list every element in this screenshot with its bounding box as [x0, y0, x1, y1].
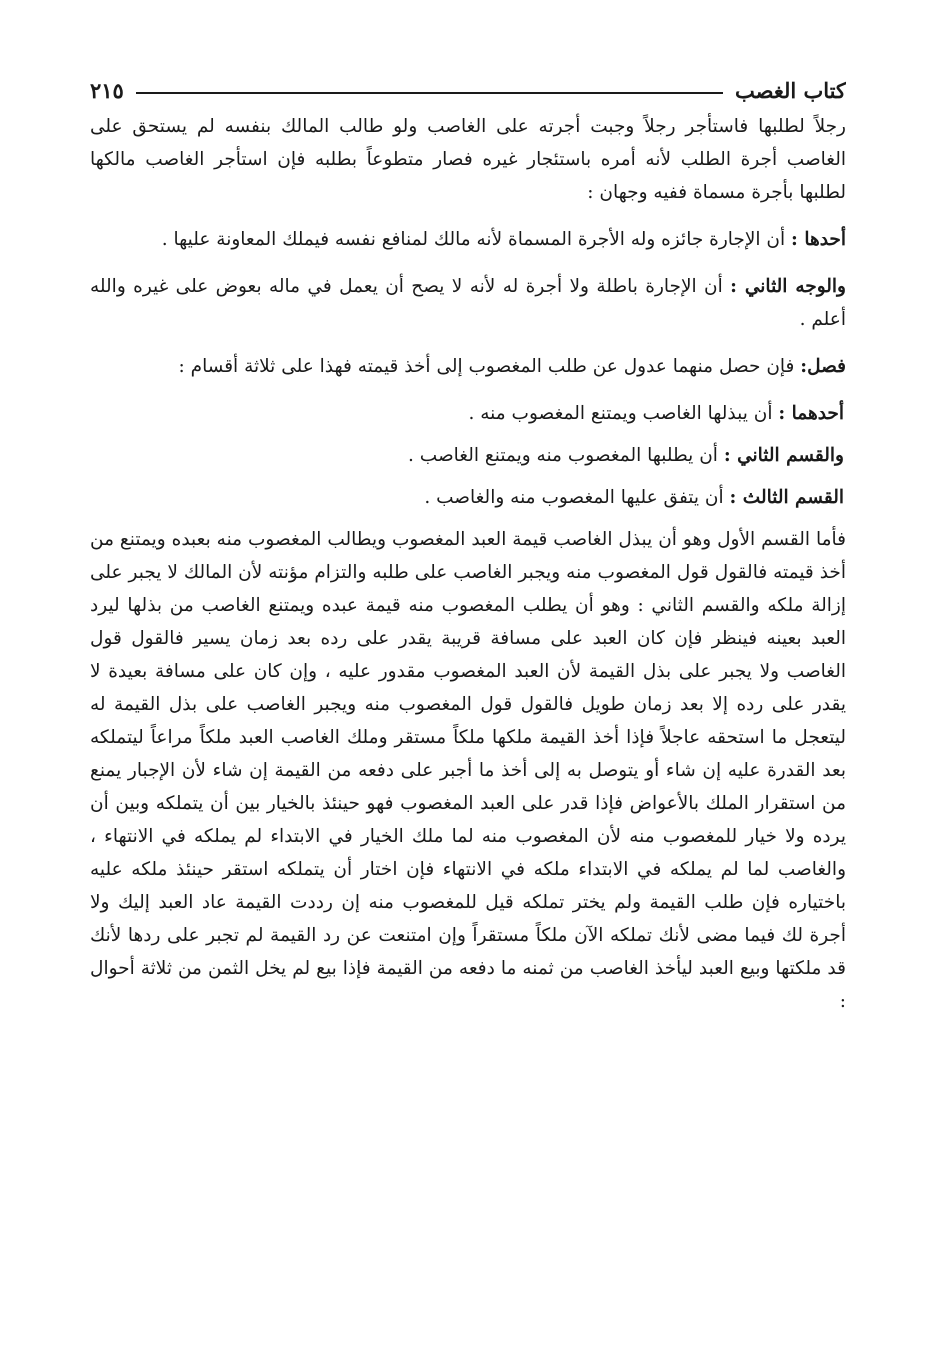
paragraph [90, 270, 846, 336]
paragraph-text: أن الإجارة جائزه وله الأجرة المسماة لأنه مالك لمنافع نفسه فيملك المعاونة عليها . [161, 229, 792, 250]
paragraph-text: رجلاً لطلبها فاستأجر رجلاً وجبت أجرته على الغاصب ولو طالب المالك بنفسه لم يستحق على الغاصب أجرة الطلب لأنه أمره باستئجار غيره فصار متطوعاً بطلبه فإن استأجر الغاصب مالكها لطلبها بأجرة مسماة ففيه وجهان : [90, 116, 846, 203]
list-item-text: أن يبذلها الغاصب ويمتنع المغصوب منه . [468, 403, 779, 424]
paragraph-text: فإن حصل منهما عدول عن طلب المغصوب إلى أخذ قيمته فهذا على ثلاثة أقسام : [178, 356, 801, 377]
list-item-text: أن يطلبها المغصوب منه ويمتنع الغاصب . [408, 445, 724, 466]
page-number: ٢١٥ [90, 77, 124, 103]
list-item [90, 439, 846, 472]
list-item-lead: أحدهما : [778, 403, 844, 424]
list-item-text: أن يتفق عليها المغصوب منه والغاصب . [424, 487, 730, 508]
running-header [90, 70, 846, 110]
paragraph-text: أن الإجارة باطلة ولا أجرة له لأنه لا يصح أن يعمل في ماله بعوض على غيره والله أعلم . [90, 276, 846, 330]
paragraph [90, 350, 846, 383]
section-heading-fasl: فصل: [800, 356, 846, 377]
list-item-lead: القسم الثالث : [729, 487, 844, 508]
paragraph [90, 110, 846, 209]
paragraph-lead: والوجه الثاني : [730, 276, 846, 297]
paragraph-text: فأما القسم الأول وهو أن يبذل الغاصب قيمة العبد المغصوب ويطالب المغصوب منه بعبده ويمتنع من أخذ قيمته فالقول قول المغصوب منه ويجبر الغاصب على طلبه والتزام مؤنته لأن المالك لا يجبر على إزالة ملكه والقسم الثاني : وهو أن يطلب المغصوب منه قيمة عبده ويمتنع الغاصب من بذلها ليرد العبد بعينه فينظر فإن كان العبد على مسافة قريبة يقدر على رده بعد زمان يسير فالقول قول الغاصب ولا يجبر على بذل القيمة لأن العبد المغصوب مقدور عليه ، وإن كان على مسافة بعيدة لا يقدر على رده إلا بعد زمان طويل فالقول قول المغصوب منه ويجبر الغاصب على بذل القيمة له ليتعجل ما استحقه عاجلاً فإذا أخذ القيمة ملكها ملكاً مستقر وملك الغاصب العبد ملكاً مراعاً ليتملكه بعد القدرة عليه إن شاء أو يتوصل به إلى أخذ ما أجبر على دفعه من القيمة إن شاء لأن الإجبار يمنع من استقرار الملك بالأعواض فإذا قدر على العبد المغصوب فهو حينئذ بالخيار بين أن يتملكه وبين أن يرده ولا خيار للمغصوب منه لأن المغصوب منه لما ملك الخيار في الابتداء لم يملكه في الانتهاء ، والغاصب لما لم يملكه في الابتداء ملكه في الانتهاء فإن اختار أن يتملكه استقر حينئذ ملكه عليه باختياره فإن طلب القيمة ولم يختر تملكه قيل للمغصوب منه إن رددت القيمة عاد العبد إليك ولا أجرة لك فيما مضى لأنك تملكه الآن ملكاً مستقراً وإن امتنعت عن رد القيمة لم تجبر على ردها لأنك قد ملكتها وبيع العبد ليأخذ الغاصب من ثمنه ما دفعه من القيمة فإذا بيع لم يخل الثمن من ثلاثة أحوال : [90, 529, 846, 1012]
paragraph [90, 523, 846, 1018]
page-body [90, 110, 846, 1018]
list-item [90, 481, 846, 514]
paragraph [90, 223, 846, 256]
list-item [90, 397, 846, 430]
chapter-title: كتاب الغصب [734, 77, 846, 103]
list-item-lead: والقسم الثاني : [723, 445, 844, 466]
paragraph-lead: أحدها : [791, 229, 846, 250]
book-page [90, 70, 846, 1330]
header-rule [136, 92, 723, 94]
